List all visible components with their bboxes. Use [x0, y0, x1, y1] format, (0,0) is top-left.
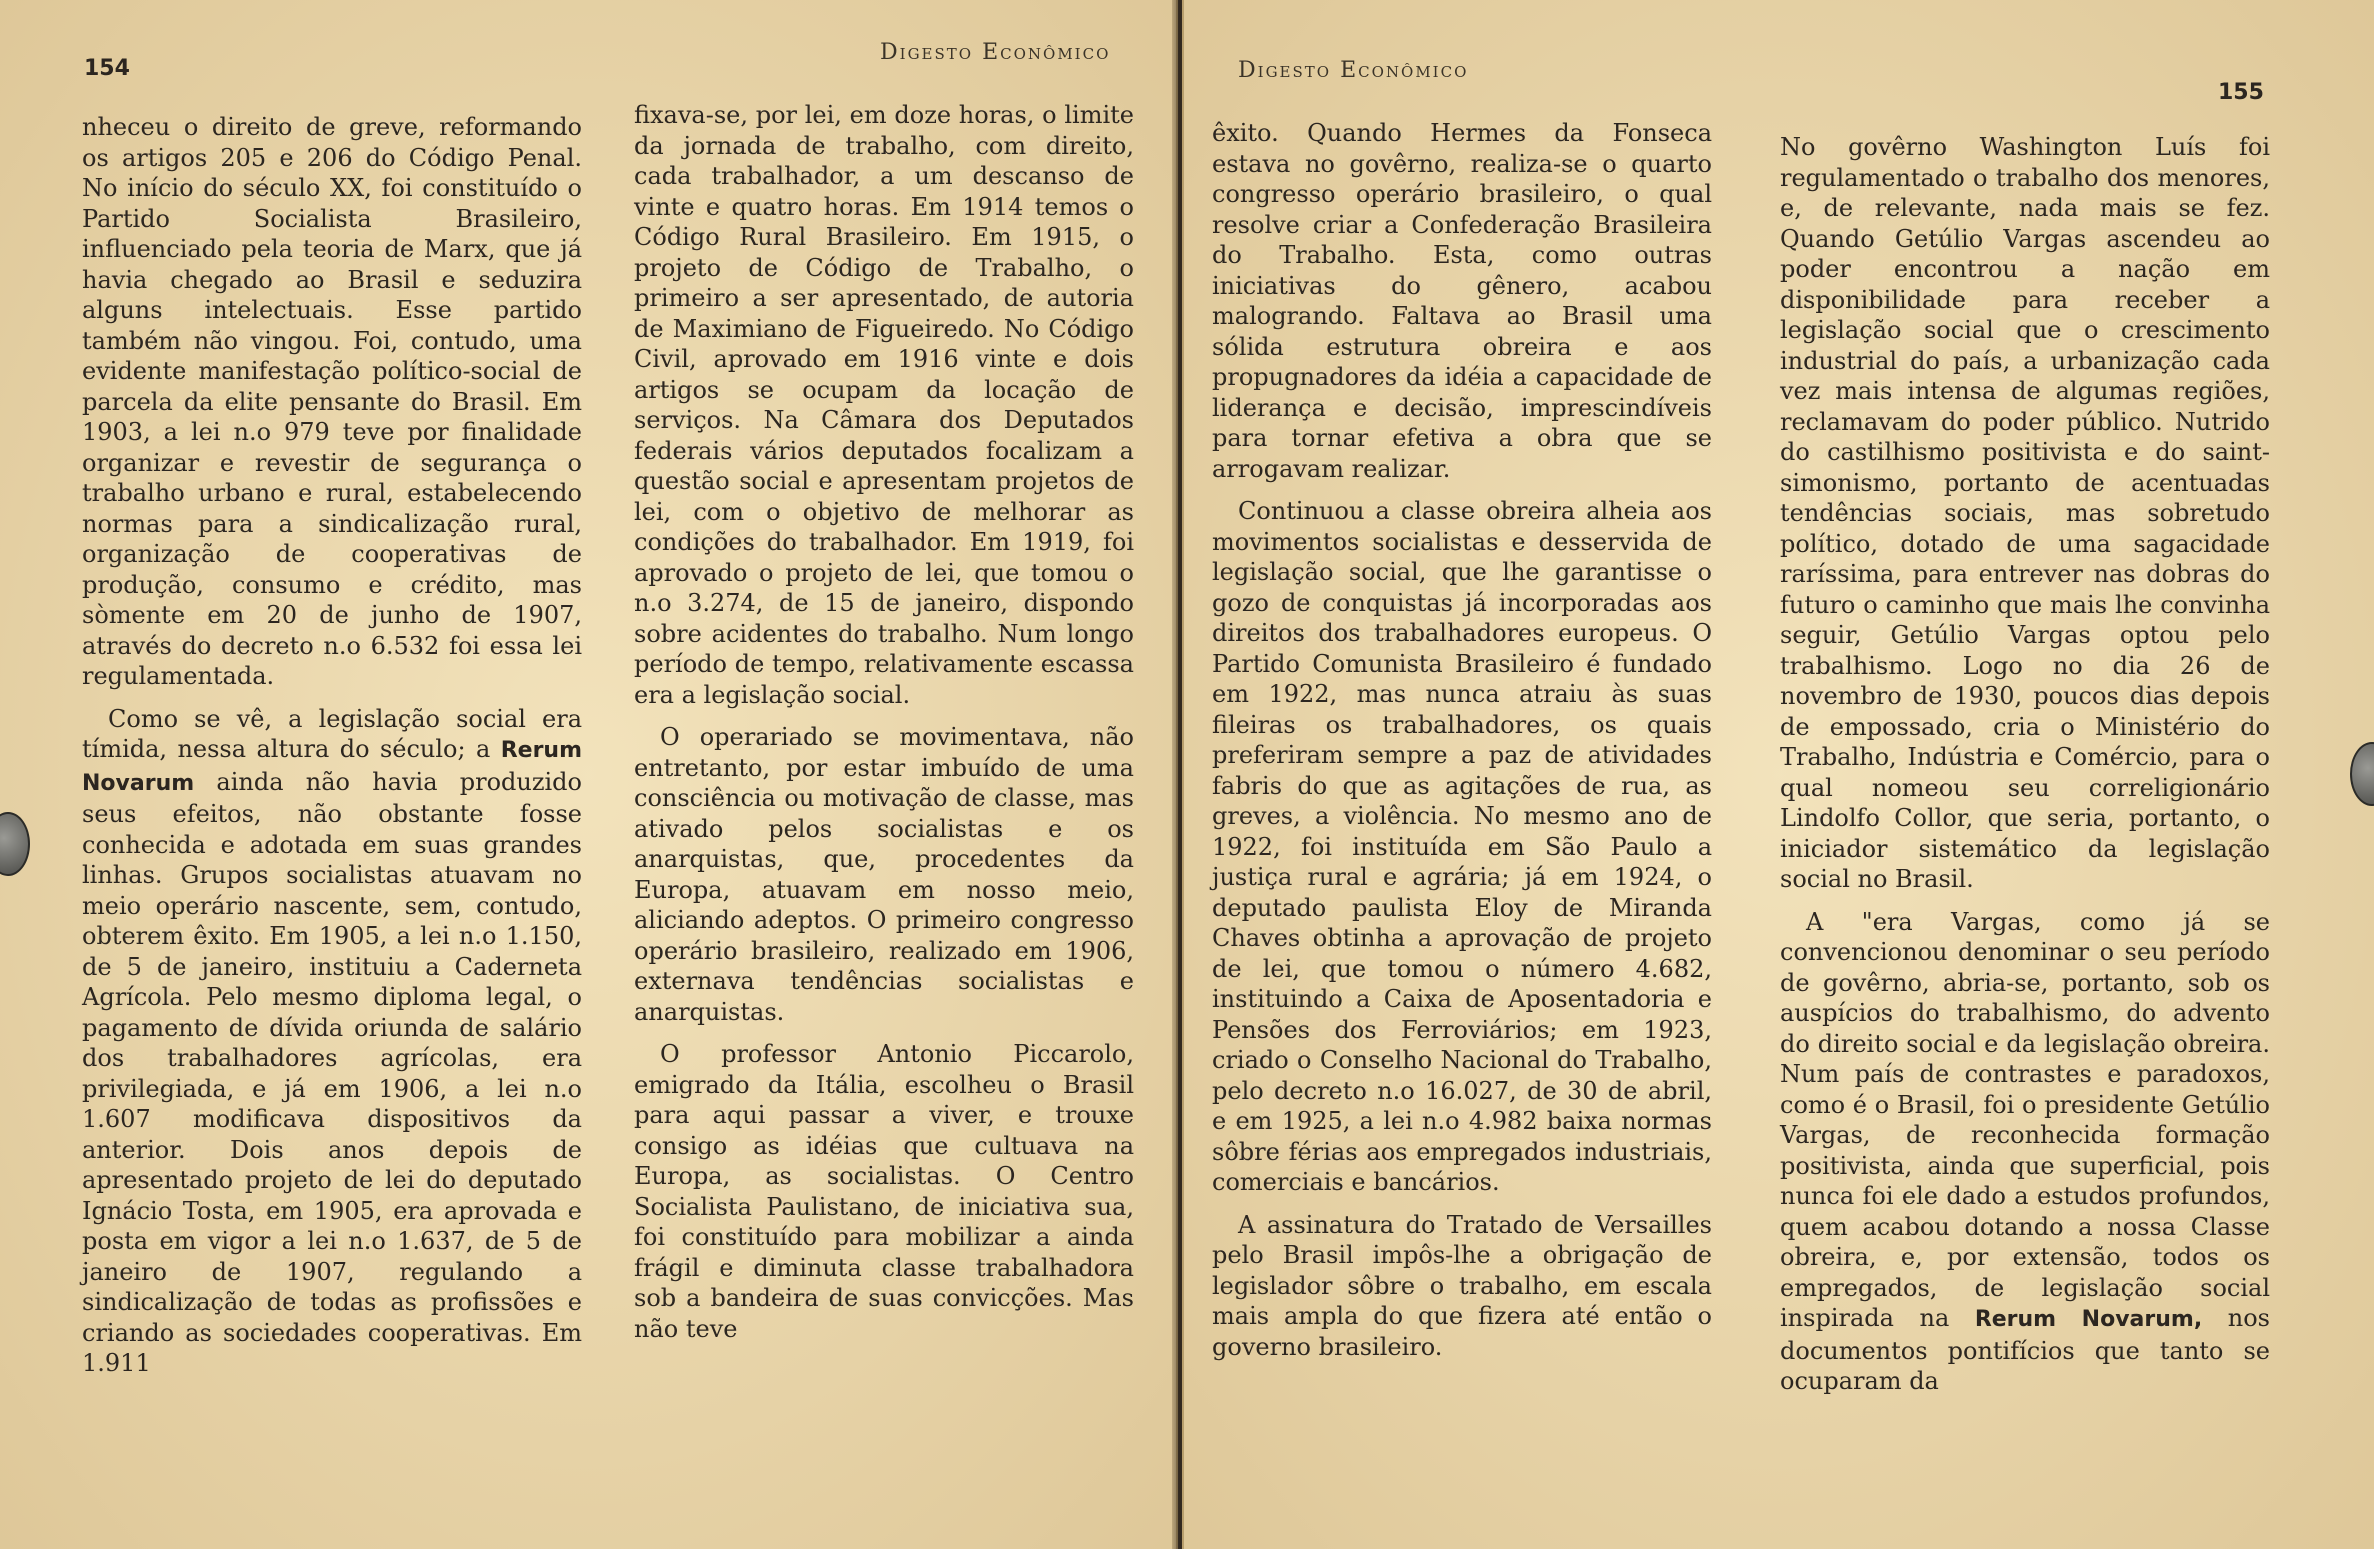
text-column-2	[634, 100, 1134, 1356]
paragraph: O professor Antonio Piccarolo, emigrado da Itália, escolheu o Brasil para aqui passar a viver, e trouxe consigo as idéias que cultuava na Europa, as socialistas. O Centro Socialista Paulistano, de iniciativa sua, foi constituído para mobilizar a ainda frágil e diminuta classe trabalhadora sob a bandeira de suas convicções. Mas não teve	[634, 1040, 1134, 1343]
text-span: ainda não havia produzido seus efeitos, não obstante fosse conhecida e adotada em suas grandes linhas. Grupos socialistas atuavam no meio operário nascente, sem, contudo, obterem êxito. Em 1905, a lei n.o 1.150, de 5 de janeiro, instituiu a Caderneta Agrícola. Pelo mesmo diploma legal, o pagamento de dívida oriunda de salário dos trabalhadores agrícolas, era privilegiada, e já em 1906, a lei n.o 1.607 modificava dispositivos da anterior. Dois anos depois de apresentado projeto de lei do deputado Ignácio Tosta, em 1905, era aprovada e posta em vigor a lei n.o 1.637, de 5 de janeiro de 1907, regulando a sindicalização de todas as profissões e criando as sociedades cooperativas. Em 1.911	[82, 767, 582, 1377]
right-page	[1182, 0, 2374, 1549]
text-span: nos documentos pontifícios que tanto se ocuparam da	[1780, 1304, 2270, 1395]
text-column-1	[82, 112, 582, 1391]
paragraph	[1780, 907, 2270, 1397]
page-number: 154	[84, 56, 130, 81]
paragraph: êxito. Quando Hermes da Fonseca estava no govêrno, realiza-se o quarto congresso operário brasileiro, o qual resolve criar a Confederação Brasileira do Trabalho. Esta, como outras iniciativas do gênero, acabou malogrando. Faltava ao Brasil uma sólida estrutura obreira e aos propugnadores da idéia a capacidade de liderança e decisão, imprescindíveis para tornar efetiva a obra que se arrogavam realizar.	[1212, 119, 1712, 483]
paragraph: nheceu o direito de greve, reformando os artigos 205 e 206 do Código Penal. No início do século XX, foi constituído o Partido Socialista Brasileiro, influenciado pela teoria de Marx, que já havia chegado ao Brasil e seduzira alguns intelectuais. Esse partido também não vingou. Foi, contudo, uma evidente manifestação político-social de parcela da elite pensante do Brasil. Em 1903, a lei n.o 979 teve por finalidade organizar e revestir de segurança o trabalho urbano e rural, estabelecendo normas para a sindicalização rural, organização de cooperativas de produção, consumo e crédito, mas sòmente em 20 de junho de 1907, através do decreto n.o 6.532 foi essa lei regulamentada.	[82, 113, 582, 690]
text-column-2	[1780, 132, 2270, 1409]
paragraph: fixava-se, por lei, em doze horas, o limite da jornada de trabalho, com direito, cada trabalhador, a um descanso de vinte e quatro horas. Em 1914 temos o Código Rural Brasileiro. Em 1915, o projeto de Código de Trabalho, o primeiro a ser apresentado, de autoria de Maximiano de Figueiredo. No Código Civil, aprovado em 1916 vinte e dois artigos se ocupam da locação de serviços. Na Câmara dos Deputados federais vários deputados focalizam a questão social e apresentam projetos de lei, com o objetivo de melhorar as condições do trabalhador. Em 1919, foi aprovado o projeto de lei, que tomou o n.o 3.274, de 15 de janeiro, dispondo sobre acidentes do trabalho. Num longo período de tempo, relativamente escassa era a legislação social.	[634, 101, 1134, 709]
binder-hole	[2350, 742, 2374, 806]
emphasis-text: Rerum Novarum	[82, 738, 582, 796]
text-span: A "era Vargas, como já se convencionou denominar o seu período de govêrno, abria-se, portanto, sob os auspícios do trabalhismo, do advento do direito social e da legislação obreira. Num país de contrastes e paradoxos, como é o Brasil, foi o presidente Getúlio Vargas, de reconhecida formação positivista, ainda que superficial, pois nunca foi ele dado a estudos profundos, quem acabou dotando a nossa Classe obreira, e, por extensão, todos os empregados, de legislação social inspirada na	[1780, 907, 2270, 1332]
page-number: 155	[2218, 80, 2264, 105]
paragraph: Continuou a classe obreira alheia aos movimentos socialistas e desservida de legislação social, que lhe garantisse o gozo de conquistas já incorporadas aos direitos dos trabalhadores europeus. O Partido Comunista Brasileiro é fundado em 1922, mas nunca atraiu às suas fileiras os trabalhadores, os quais preferiram sempre a paz de atividades fabris do que as agitações de rua, as greves, a violência. No mesmo ano de 1922, foi instituída em São Paulo a justiça rural e agrária; já em 1924, o deputado paulista Eloy de Miranda Chaves obtinha a aprovação de projeto de lei, que tomou o número 4.682, instituindo a Caixa de Aposentadoria e Pensões dos Ferroviários; em 1923, criado o Conselho Nacional do Trabalho, pelo decreto n.o 16.027, de 30 de abril, e em 1925, a lei n.o 4.982 baixa normas sôbre férias aos empregados industriais, comerciais e bancários.	[1212, 497, 1712, 1196]
paragraph	[82, 704, 582, 1379]
paragraph: O operariado se movimentava, não entretanto, por estar imbuído de uma consciência ou motivação de classe, mas ativado pelos socialistas e os anarquistas, que, procedentes da Europa, atuavam em nosso meio, aliciando adeptos. O primeiro congresso operário brasileiro, realizado em 1906, externava tendências socialistas e anarquistas.	[634, 723, 1134, 1026]
text-span: Como se vê, a legislação social era tímida, nessa altura do século; a	[82, 704, 582, 763]
running-head: Digesto Econômico	[880, 40, 1111, 65]
emphasis-text: Rerum Novarum,	[1974, 1307, 2203, 1332]
left-page	[0, 0, 1178, 1549]
paragraph: A assinatura do Tratado de Versailles pelo Brasil impôs-lhe a obrigação de legislador sôbre o trabalho, em escala mais ampla do que fizera até então o governo brasileiro.	[1212, 1210, 1712, 1361]
text-column-1	[1212, 118, 1712, 1374]
running-head: Digesto Econômico	[1238, 58, 1469, 83]
binder-hole	[0, 812, 30, 876]
paragraph: No govêrno Washington Luís foi regulamentado o trabalho dos menores, e, de relevante, nada mais se fez. Quando Getúlio Vargas ascendeu ao poder encontrou a nação em disponibilidade para receber a legislação social que o crescimento industrial do país, a urbanização cada vez mais intensa de algumas regiões, reclamavam do poder público. Nutrido do castilhismo positivista e do saint-simonismo, portanto de acentuadas tendências sociais, mas sobretudo político, dotado de uma sagacidade raríssima, para entrever nas dobras do futuro o caminho que mais lhe convinha seguir, Getúlio Vargas optou pelo trabalhismo. Logo no dia 26 de novembro de 1930, poucos dias depois de empossado, cria o Ministério do Trabalho, Indústria e Comércio, para o qual nomeou seu correligionário Lindolfo Collor, que seria, portanto, o iniciador sistemático da legislação social no Brasil.	[1780, 133, 2270, 893]
